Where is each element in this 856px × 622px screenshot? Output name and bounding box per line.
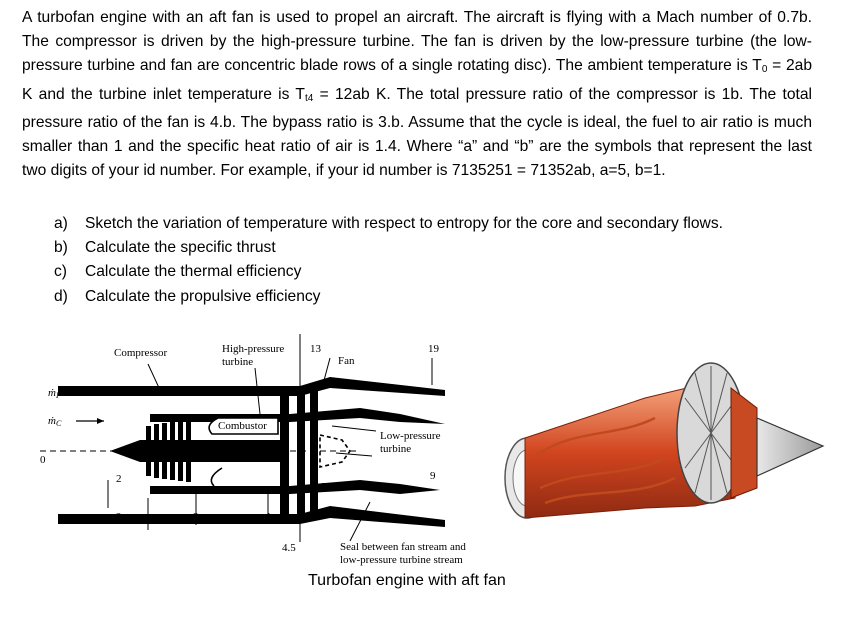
seal-label-2: low-pressure turbine stream	[340, 554, 463, 566]
combustor-lower	[211, 468, 222, 486]
hp-turbine-label-2: turbine	[222, 356, 254, 368]
question-c: c) Calculate the thermal efficiency	[54, 263, 302, 281]
station-3-label: 3	[193, 511, 199, 523]
station-4-label: 4	[265, 511, 271, 523]
compressor-label: Compressor	[114, 347, 168, 359]
t4-subscript: t4	[304, 92, 314, 104]
combustor-label: Combustor	[218, 420, 267, 432]
engine-cutaway-image	[495, 338, 825, 543]
station-2b-label: 2	[116, 511, 122, 523]
seal-label-1: Seal between fan stream and	[340, 541, 466, 553]
problem-text-2: = 2ab K and the turbine inlet temperature is T	[22, 57, 812, 103]
fan-blade-block	[310, 384, 318, 520]
question-b: b) Calculate the specific thrust	[54, 239, 276, 257]
station-19-label: 19	[428, 343, 439, 355]
lp-turbine-label-1: Low-pressure	[380, 430, 441, 442]
station-5-label: 5	[321, 481, 327, 493]
problem-text-3: = 12ab K. The total pressure ratio of the compressor is 1b. The total pressure ratio of the fan is 4.b. The bypass ratio is 3.b. Assume that the cycle is ideal, the fuel to air ratio is much smaller than 1 and the specific heat ratio of air is 1.4. Where “a” and “b” are the symbols that represent the last two digits of your id number. For example, if your id number is 7135251 = 71352ab, a=5, b=1.	[22, 85, 812, 180]
question-d: d) Calculate the propulsive efficiency	[54, 287, 321, 305]
t0-subscript: 0	[761, 64, 768, 76]
figure-caption: Turbofan engine with aft fan	[308, 572, 506, 589]
fan-massflow-label: ṁF	[48, 387, 61, 400]
question-list	[54, 212, 723, 309]
problem-statement	[22, 6, 812, 183]
outer-casing-top	[58, 377, 445, 396]
station-13-label: 13	[310, 343, 321, 355]
core-massflow-label: ṁC	[48, 415, 62, 428]
exhaust-cone	[757, 418, 823, 476]
lp-turbine-label-2: turbine	[380, 443, 412, 455]
hp-turbine-block	[280, 396, 289, 514]
rear-flange	[731, 388, 757, 498]
station-45-label: 4.5	[282, 542, 296, 554]
question-a: a) Sketch the variation of temperature with respect to entropy for the core and secondary flows.	[54, 215, 723, 232]
core-nacelle-bottom	[150, 480, 440, 494]
station-2a-label: 2	[116, 473, 122, 485]
station-0-label: 0	[40, 454, 46, 466]
lp-turbine-block	[297, 390, 305, 518]
problem-text-1: A turbofan engine with an aft fan is used to propel an aircraft. The aircraft is flying with a Mach number of 0.7b. The compressor is driven by the high-pressure turbine. The fan is driven by the low-pressure turbine (the low-pressure turbine and fan are concentric blade rows of a single rotating disc). The ambient temperature is T	[22, 9, 812, 75]
engine-schematic	[0, 330, 470, 570]
hp-turbine-label-1: High-pressure	[222, 343, 285, 355]
station-9-label: 9	[430, 470, 436, 482]
fan-label: Fan	[338, 355, 355, 367]
